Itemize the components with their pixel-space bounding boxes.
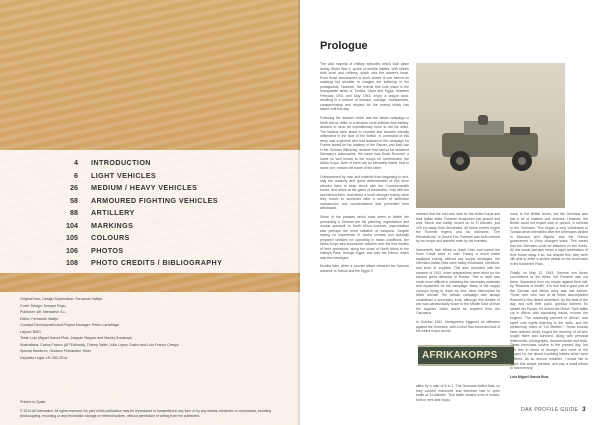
right-page — [300, 0, 600, 425]
toc-title: LIGHT VEHICLES — [91, 170, 157, 180]
toc-page-number: 104 — [66, 220, 78, 230]
toc-entry[interactable] — [0, 257, 300, 269]
credits-panel — [0, 292, 300, 425]
toc-title: COLOURS — [91, 233, 130, 242]
paragraph: seemed that the end was near for the Afrika Korps and their Italian allies. Rommel recaptured lost ground and took Tobruk and swiftly moved on to El Alamein, just 100 km away from Alexandria. All these events forged the Rommel legend, and his nickname, "Der Wüstenfuchs" or Desert Fox. Rommel was both revered by his troops and admired even by his enemies. — [416, 212, 500, 244]
credit-line: Editor: Fernando Vallejo — [20, 316, 59, 321]
toc-entry[interactable] — [0, 195, 300, 207]
credit-line: Layout: BMG — [20, 329, 41, 334]
footer-label: DAK PROFILE GUIDE — [521, 407, 579, 413]
toc-entry[interactable] — [0, 182, 300, 194]
toc-page-number: 108 — [66, 258, 78, 267]
paragraph: Some of the phrases which most seem to define the personality a German are his planning, organization and modus operandi. In North Africa however, improvisation was perhaps the most valuable of weapons. Despite having no experience in desert combat and specially prepared vehicles for operating in harsh conditions, the Afrika Korps saw successive victories over the first months of their operations, along the coast of North Africa to the Halfaya Pass, through Egypt, and onto the Tobruk, which was then besieged. — [320, 214, 409, 260]
paragraph: Outnumbered by man and materiel from beginning to end, only the audacity and great determination of this force allowed them to keep check with the Commonwealth forces, and arrive at the gates of Alexandria. Only with the sea behind them, and before a much stronger enemy, were they forced to surrender after a series of defensive manoeuvres and counterattacks that prevented their withdrawal. — [320, 174, 409, 211]
afrikakorps-cuff-title — [418, 345, 514, 366]
toc-entry[interactable] — [0, 220, 300, 232]
toc-page-number: 88 — [70, 208, 78, 217]
paragraph: In October 1942, Montgomery triggered an offensive against the Germans, with a force that exceeded that of the Afrika Korps and its — [416, 320, 500, 334]
copyright-notice: © 2014 AK Interactive. All rights reserved. No part of this publication may be reproduced or transmitted in any form or by any means, electronic or mechanical, including photocopying, recording or any information storage or retrieval system, without permission in writing from the publishers. — [20, 409, 272, 418]
author-signature: Luis Miguel García Ruiz. — [510, 374, 550, 379]
toc-title: INTRODUCTION — [91, 158, 151, 167]
toc-title: MEDIUM / HEAVY VEHICLES — [91, 183, 198, 192]
paragraph: ment, to the British forces, but the Germans also lost a lot of soldiers and vehicles. However, the British could not exploit such in pursuit, in contrast to the Germans. This began a long withdrawal to Tunisia which intensified after the Americans landed in Morocco and Algeria, and the French government in Vichy changed sides. This meant that the Germans could be attacked on two fronts. All this would perhaps mean a rapid annihilation of Axis forces away if so, but despite this, they were still able to inflict a severe defeat on the Americans in the Kasserine Pass. — [510, 212, 588, 267]
credit-line: Illustrations: Carlos Franco (AP Editorial), Thierry Vallet, Julio López Castro and Luis Franco Crespo — [20, 342, 179, 347]
page-title: Prologue — [320, 40, 368, 52]
toc-entry[interactable] — [0, 157, 300, 169]
car-hood — [510, 127, 530, 135]
credit-line: Original Idea, Design Supervision: Fernando Vallejo — [20, 297, 103, 301]
text-column-2 — [416, 212, 500, 340]
toc-entry[interactable] — [0, 170, 300, 182]
credit-line: Texts: Luis Miguel García Ruiz, Joaquin Skipper and Maciej Goralczyk — [20, 336, 132, 340]
credit-line: Publisher: AK Interactive S.L. — [20, 310, 67, 314]
toc-entry[interactable] — [0, 207, 300, 219]
text-column-2-lower — [416, 384, 500, 404]
toc-title: MARKINGS — [91, 220, 134, 230]
toc-title: PHOTO CREDITS / BIBLIOGRAPHY — [91, 258, 223, 267]
staff-car-illustration — [434, 115, 554, 175]
credit-line: Special thanks to: Gustavo Fernandez, Kikei — [20, 349, 91, 353]
toc-title: PHOTOS — [91, 245, 124, 255]
car-hub — [518, 157, 526, 165]
car-hub — [456, 157, 464, 165]
page-footer — [521, 407, 586, 413]
printed-in: Printed in Spain — [20, 400, 46, 404]
paragraph: Henceforth, their efforts to reach Cairo and control the Suez Canal were in vain. Facing a much better equipped enemy, without any supply shortages, the Germano-Italian lines were totally exhausted, stretched, and short of supplies. This also coincided with the summer of 1942, when preparations were afoot for the second great offensive in Russia. This in itself was much more difficult in obtaining the necessary materials and equipment for the campaign. Many of the supply convoys trying to reach by sea, were intercepted by Allied aircraft. The African campaign was always considered a secondary front, although this theatre of war was paradoxically closer to the Middle East oil than the supplies which would be required from the Caucasus. — [416, 247, 500, 316]
figure-silhouette — [478, 115, 488, 125]
paragraph: The vast majority of military episodes which took place during World War II, spoke of terrible battles, with stories both cruel and ruthless, which stirs the reader's heart. Even those accustomed to such stories of war cannot do anything but shudder to imagine the suffering of the protagonists. However, the events that took place in the inhospitable lands of Tunisia, Libya and Egypt, between February 1941 and May 1943, enjoy a unique aura, resulting in a mixture of heroism, courage, recklessness, companionship and respect for the enemy which has lasted until this day. — [320, 62, 409, 112]
paragraph: Months later, when a counter attack released the German advance to Tobruk and the Egypt, it — [320, 264, 409, 273]
toc-page-number: 26 — [70, 183, 78, 192]
cuff-title-text: AFRIKAKORPS — [422, 350, 498, 361]
paragraph: allies by a ratio of 6 to 1. The Germans bolted fluid, so they couldn't maneuver and therefore had to open battle at El-Alamein. This battle caused a lot of losses, both in men and equip- — [416, 384, 500, 402]
page-number: 3 — [582, 407, 586, 413]
toc-entry[interactable] — [0, 245, 300, 257]
toc-page-number: 105 — [66, 233, 78, 242]
table-of-contents — [0, 150, 300, 273]
toc-entry[interactable] — [0, 232, 300, 244]
text-column-3 — [510, 212, 588, 400]
archive-photo — [416, 63, 565, 208]
toc-page-number: 106 — [66, 245, 78, 255]
credit-line: Concept Development and Project Manager: Pedro Larrañaga — [20, 323, 119, 327]
credit-line: Cover Design: Enrique Royo — [20, 303, 66, 308]
toc-title: ARMOURED FIGHTING VEHICLES — [91, 195, 219, 205]
paragraph: Finally, on May 12, 1943, General von Arnim surrendered to the Allies, but Rommel was not there. Separated from his troops against their will, by "Reasons of health", it is true that a good part of the German and Italian army was lost forever. Those men who had at all times accompanied Rommel in this desert adventure, by the heat of the day, and with their joyful, glorious anthem: Es rasselt der Panzer, Es dröhnt der Motor! Their battle cry in Africa: with squeaking tracks, echoes the engines. The advancing panzers in Africa!, now spent cold nights listening to the radio, and the melancholy notes of "Lili Marleen". Those sounds have outlived doubt, forged the memory of all who fought there and survived, along with personal testimonies, photographs, documentaries and texts. These memories survive to the present day, but with few in terms of triumph, and more in the respect for the desert humbling battles which were suffered. As an armour modeller, I would like to follow this simple premise, and pay a small tribute to that memory. — [510, 270, 588, 371]
toc-page-number: 4 — [74, 158, 78, 167]
toc-page-number: 58 — [70, 195, 78, 205]
toc-title: ARTILLERY — [91, 208, 135, 217]
paragraph: Following the disaster which was the Italian campaign in North Africa, Hitler, in a decision more political than military, decided to send an expeditionary force to aid his allies. The Italians were about to crumble and became virtually obliterated in the face of the British. In command of this army, was a general who had featured in the campaign for France famed for his mastery of the Panzer, and their use in the German 'Blitzkrieg' doctrine that had so far smashed Germany's adversaries. His name was Erwin Rommel, a name so well known to the troops he commanded, the Afrika Korps. Both of them are so intimately linked, that to name one, evokes the name of the other. — [320, 116, 409, 171]
toc-page-number: 6 — [74, 170, 78, 180]
text-column-1 — [320, 62, 409, 402]
credit-line: Depósito Legal: LR-282-2014 — [20, 355, 67, 360]
